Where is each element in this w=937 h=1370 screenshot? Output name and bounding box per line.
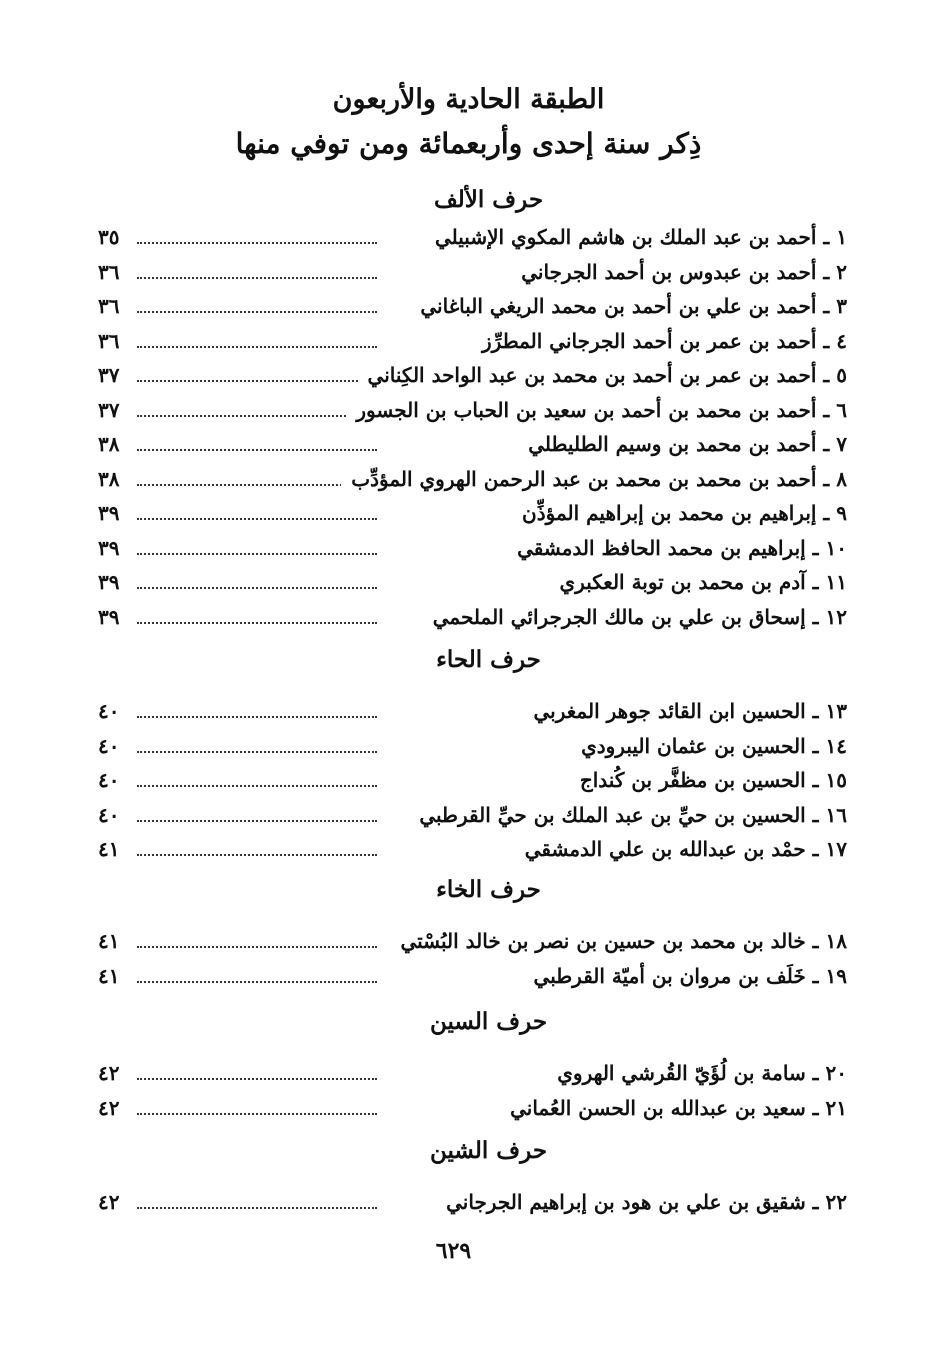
entry-text [409,798,847,833]
toc-entry [0,565,937,600]
dot-leader [137,311,377,313]
entry-number: ٥ [836,363,847,387]
entry-separator: ـ [805,837,826,861]
entry-page: ٤٢ [98,1095,120,1120]
entry-page: ٣٥ [98,225,120,249]
entry-text [518,427,847,462]
toc-entry [0,959,937,994]
entry-number: ١٠ [825,535,847,560]
entry-number: ٢٢ [825,1190,847,1214]
entry-text [358,358,847,393]
entry-text [512,496,847,531]
dot-leader [137,1113,377,1115]
entry-number: ١٢ [825,604,847,629]
entry-text [500,1091,847,1126]
entry-page: ٤٠ [98,733,120,758]
entry-separator: ـ [805,604,826,629]
entry-number: ٢١ [825,1095,847,1120]
entry-text [524,694,847,729]
entry-number: ١٧ [825,837,847,861]
entry-separator: ـ [805,570,826,594]
entry-number: ٢ [836,259,847,284]
dot-leader [137,587,377,589]
entry-page: ٤٠ [98,768,120,792]
entry-number: ١ [836,225,847,249]
entry-number: ٨ [836,466,847,491]
entry-text [425,220,847,255]
entry-number: ١٨ [825,929,847,953]
section-heading: حرف الحاء [436,646,541,673]
toc-section [0,1002,937,1125]
toc-entry [0,763,937,798]
entry-number: ٩ [836,501,847,525]
entry-page: ٤١ [98,929,120,953]
toc-section [0,870,937,993]
dot-leader [137,380,377,382]
entry-text [571,729,847,764]
entry-name: سعيد بن عبدالله بن الحسن العُماني [510,1095,806,1120]
entry-separator: ـ [805,768,826,792]
dot-leader [137,622,377,624]
toc-entry [0,496,937,531]
entry-name: الحسين بن عثمان اليبرودي [581,733,806,758]
header [0,78,937,166]
entry-name: حمْد بن عبدالله بن علي الدمشقي [524,837,806,861]
entry-text [410,289,847,324]
section-heading: حرف الألف [433,186,544,213]
dot-leader [137,854,377,856]
entry-number: ٧ [836,432,847,456]
entry-separator: ـ [816,432,837,456]
entry-number: ١٣ [825,699,847,723]
entry-separator: ـ [816,466,837,491]
entry-page: ٣٨ [98,466,120,491]
entry-number: ١٦ [825,802,847,827]
entry-separator: ـ [805,1061,826,1085]
page-title: الطبقة الحادية والأربعون [332,84,605,115]
entry-text [511,255,847,290]
entry-text [436,1185,847,1220]
toc-section [0,640,937,867]
toc-entry [0,462,937,497]
entry-page: ٣٩ [98,535,120,560]
entry-separator: ـ [816,294,837,318]
dot-leader [137,518,377,520]
toc-entry [0,798,937,833]
entry-separator: ـ [816,259,837,284]
section-heading: حرف الخاء [436,876,541,903]
entry-page: ٣٧ [98,397,120,422]
entry-page: ٤٠ [98,699,120,723]
entry-separator: ـ [805,963,826,988]
toc-entry [0,220,937,255]
entry-name: الحسين بن مظفَّر بن كُنداج [579,768,806,792]
entry-text [423,600,847,635]
dot-leader [137,785,377,787]
page-subtitle: ذِكر سنة إحدى وأربعمائة ومن توفي منها [235,127,702,160]
toc-entry [0,694,937,729]
toc-section [0,180,937,634]
entry-name: أحمد بن عمر بن أحمد الجرجاني المطرِّز [482,328,817,353]
entry-page: ٣٦ [98,328,120,353]
dot-leader [137,415,377,417]
dot-leader [137,277,377,279]
entry-separator: ـ [805,802,826,827]
dot-leader [137,449,377,451]
entry-page: ٣٩ [98,501,120,525]
toc-entry [0,1091,937,1126]
entry-name: أحمد بن عبد الملك بن هاشم المكوي الإشبيلي [434,225,817,249]
entry-page: ٤١ [98,837,120,861]
toc-entry [0,1056,937,1091]
entry-number: ٢٠ [825,1061,847,1085]
toc-entry [0,393,937,428]
dot-leader [137,242,377,244]
section-heading: حرف السين [429,1008,548,1035]
entry-text [547,1056,847,1091]
page-number: ٦٢٩ [435,1238,472,1264]
entry-name: إسحاق بن علي بن مالك الجرجرائي الملحمي [432,604,806,629]
entry-page: ٤١ [98,963,120,988]
toc-entry [0,427,937,462]
entry-name: خالد بن محمد بن حسين بن نصر بن خالد البُسْتي [400,929,806,953]
toc-entry [0,255,937,290]
entry-page: ٣٦ [98,294,120,318]
entry-page: ٤٠ [98,802,120,827]
entry-page: ٣٧ [98,363,120,387]
dot-leader [137,1078,377,1080]
entry-name: آدم بن محمد بن توبة العكبري [559,570,806,594]
entry-number: ٣ [836,294,847,318]
entry-separator: ـ [816,225,837,249]
entry-name: أحمد بن محمد بن أحمد بن سعيد بن الحباب بن الجسور [356,397,817,422]
entry-name: إبراهيم بن محمد بن إبراهيم المؤذِّن [522,501,817,525]
toc-entry [0,729,937,764]
dot-leader [137,820,377,822]
entry-number: ١١ [825,570,847,594]
entry-number: ٤ [836,328,847,353]
entry-text [390,924,847,959]
entry-text [515,832,847,867]
entry-separator: ـ [805,733,826,758]
toc-entry [0,832,937,867]
toc-entry [0,324,937,359]
entry-separator: ـ [805,929,826,953]
dot-leader [137,716,377,718]
entry-separator: ـ [816,501,837,525]
entry-text [524,959,847,994]
entry-number: ١٥ [825,768,847,792]
entry-name: أحمد بن علي بن أحمد بن محمد الريغي الباغاني [420,294,817,318]
dot-leader [137,946,377,948]
entry-text [346,393,847,428]
toc-entry [0,531,937,566]
entry-number: ٦ [836,397,847,422]
entry-page: ٤٢ [98,1061,120,1085]
entry-number: ١٤ [825,733,847,758]
dot-leader [137,751,377,753]
dot-leader [137,553,377,555]
entry-separator: ـ [816,397,837,422]
toc-section [0,1131,937,1220]
entry-text [472,324,847,359]
entry-name: خَلَف بن مروان بن أميّة القرطبي [533,963,806,988]
entry-separator: ـ [805,699,826,723]
entry-name: إبراهيم بن محمد الحافظ الدمشقي [517,535,806,560]
entry-name: أحمد بن عمر بن أحمد بن محمد بن عبد الواحد الكِناني [367,363,817,387]
entry-name: الحسين ابن القائد جوهر المغربي [533,699,806,723]
entry-name: أحمد بن عبدوس بن أحمد الجرجاني [521,259,817,284]
entry-separator: ـ [805,1190,826,1214]
entry-separator: ـ [805,1095,826,1120]
entry-separator: ـ [816,328,837,353]
entry-text [570,763,847,798]
entry-page: ٣٩ [98,570,120,594]
dot-leader [137,981,377,983]
entry-page: ٣٦ [98,259,120,284]
entry-name: شقيق بن علي بن هود بن إبراهيم الجرجاني [446,1190,806,1214]
entry-name: أحمد بن محمد بن محمد بن عبد الرحمن الهروي المؤدِّب [351,466,817,491]
toc-entry [0,289,937,324]
entry-page: ٤٢ [98,1190,120,1214]
entry-text [507,531,847,566]
toc-entry [0,1185,937,1220]
entry-name: سامة بن لُؤَيّ القُرشي الهروي [557,1061,806,1085]
dot-leader [137,1207,377,1209]
entry-separator: ـ [816,363,837,387]
entry-text [550,565,847,600]
toc-entry [0,600,937,635]
entry-number: ١٩ [825,963,847,988]
entry-name: أحمد بن محمد بن وسيم الطليطلي [528,432,817,456]
entry-name: الحسين بن حيِّ بن عبد الملك بن حيِّ القرطبي [419,802,806,827]
toc-entry [0,924,937,959]
entry-separator: ـ [805,535,826,560]
section-heading: حرف الشين [429,1137,548,1164]
entry-text [341,462,847,497]
dot-leader [137,346,377,348]
entry-page: ٣٩ [98,604,120,629]
toc-entry [0,358,937,393]
entry-page: ٣٨ [98,432,120,456]
